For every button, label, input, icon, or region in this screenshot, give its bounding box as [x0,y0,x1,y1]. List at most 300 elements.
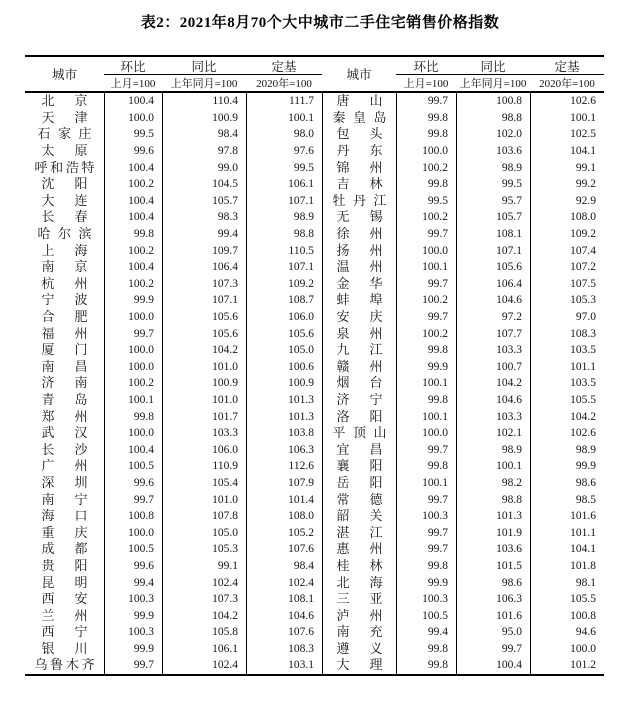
index-value-cell: 107.1 [162,292,246,309]
city-cell [322,657,396,674]
index-value-cell: 100.5 [396,607,456,624]
index-value-cell: 100.4 [104,93,162,110]
index-value-cell: 100.9 [162,375,246,392]
city-name: 青岛 [41,391,88,407]
city-cell [322,558,396,575]
index-value-cell: 102.6 [530,425,604,442]
index-value-cell: 99.7 [104,491,162,508]
index-value-cell: 108.3 [530,325,604,342]
index-value-cell: 99.9 [104,607,162,624]
city-name: 牡丹江 [332,192,387,208]
city-name: 昆明 [41,574,88,590]
city-name: 广州 [41,458,88,474]
city-cell [25,607,104,624]
city-cell [322,276,396,293]
index-value-cell: 99.5 [246,159,322,176]
index-value-cell: 106.1 [246,176,322,193]
index-value-cell: 99.4 [396,624,456,641]
city-name: 哈尔滨 [37,226,92,242]
city-name: 呼和浩特 [34,159,95,175]
index-value-cell: 101.4 [246,491,322,508]
city-cell [322,143,396,160]
index-value-cell: 107.8 [162,508,246,525]
city-name: 银川 [41,640,88,656]
index-value-cell: 105.7 [162,193,246,210]
city-cell [25,508,104,525]
index-value-cell: 101.0 [162,359,246,376]
index-value-cell: 105.7 [456,209,530,226]
city-name: 天津 [41,109,88,125]
index-value-cell: 109.2 [246,276,322,293]
city-name: 石家庄 [37,126,92,142]
index-value-cell: 103.1 [246,657,322,674]
index-value-cell: 100.2 [104,375,162,392]
index-value-cell: 100.7 [456,359,530,376]
header-mom-base-left: 上月=100 [104,75,162,93]
index-value-cell: 99.9 [396,574,456,591]
city-name: 济南 [41,375,88,391]
index-value-cell: 107.1 [246,259,322,276]
city-cell [322,375,396,392]
city-cell [25,375,104,392]
city-cell [25,176,104,193]
index-value-cell: 107.5 [530,276,604,293]
city-cell [25,292,104,309]
city-cell [25,309,104,326]
header-city-left: 城市 [25,57,104,93]
index-value-cell: 98.9 [456,159,530,176]
index-value-cell: 110.4 [162,93,246,110]
index-value-cell: 107.6 [246,624,322,641]
city-name: 重庆 [41,524,88,540]
city-name: 韶关 [336,508,383,524]
index-value-cell: 99.7 [396,309,456,326]
index-value-cell: 100.1 [396,259,456,276]
index-value-cell: 100.0 [104,425,162,442]
index-value-cell: 100.3 [396,508,456,525]
index-value-cell: 99.8 [396,657,456,674]
index-value-cell: 98.8 [246,226,322,243]
city-cell [25,342,104,359]
city-cell [25,524,104,541]
city-cell [322,607,396,624]
city-cell [25,624,104,641]
city-cell [322,491,396,508]
city-cell [25,209,104,226]
city-name: 长沙 [41,441,88,457]
index-value-cell: 99.9 [396,359,456,376]
city-name: 安庆 [336,309,383,325]
index-value-cell: 106.1 [162,641,246,658]
city-name: 包头 [336,126,383,142]
index-value-cell: 99.8 [396,110,456,127]
index-value-cell: 98.4 [162,126,246,143]
city-name: 丹东 [336,143,383,159]
index-value-cell: 99.5 [396,193,456,210]
index-value-cell: 104.1 [530,541,604,558]
city-cell [322,591,396,608]
index-value-cell: 99.7 [396,524,456,541]
index-value-cell: 94.6 [530,624,604,641]
index-value-cell: 99.7 [104,657,162,674]
city-name: 西宁 [41,624,88,640]
header-fixedbase-base-right: 2020年=100 [530,75,604,93]
city-name: 吉林 [336,176,383,192]
index-value-cell: 110.9 [162,458,246,475]
city-cell [322,176,396,193]
city-name: 海口 [41,508,88,524]
city-name: 九江 [336,342,383,358]
city-cell [322,441,396,458]
city-name: 武汉 [41,425,88,441]
city-cell [25,143,104,160]
index-value-cell: 98.3 [162,209,246,226]
city-cell [322,574,396,591]
index-value-cell: 100.1 [246,110,322,127]
index-value-cell: 101.3 [246,392,322,409]
index-value-cell: 99.6 [104,143,162,160]
index-value-cell: 105.6 [162,325,246,342]
city-name: 温州 [336,259,383,275]
index-value-cell: 105.6 [456,259,530,276]
city-cell [322,624,396,641]
city-cell [25,574,104,591]
index-value-cell: 100.2 [104,176,162,193]
index-value-cell: 100.0 [396,242,456,259]
index-value-cell: 99.6 [104,475,162,492]
city-name: 福州 [41,325,88,341]
index-value-cell: 98.8 [456,110,530,127]
index-value-cell: 100.4 [456,657,530,674]
city-name: 泉州 [336,325,383,341]
index-value-cell: 99.1 [530,159,604,176]
city-name: 桂林 [336,557,383,573]
index-value-cell: 105.5 [530,591,604,608]
index-value-cell: 100.8 [456,93,530,110]
index-value-cell: 105.0 [246,342,322,359]
city-name: 杭州 [41,275,88,291]
city-cell [322,325,396,342]
index-value-cell: 99.8 [396,392,456,409]
city-name: 兰州 [41,607,88,623]
index-value-cell: 106.0 [246,309,322,326]
index-value-cell: 102.4 [162,574,246,591]
index-value-cell: 99.9 [530,458,604,475]
city-cell [25,558,104,575]
index-value-cell: 100.6 [246,359,322,376]
index-value-cell: 99.2 [530,176,604,193]
city-name: 济宁 [336,391,383,407]
city-name: 遵义 [336,640,383,656]
index-value-cell: 108.1 [456,226,530,243]
city-name: 泸州 [336,607,383,623]
index-value-cell: 98.6 [456,574,530,591]
city-cell [322,408,396,425]
index-value-cell: 103.5 [530,342,604,359]
city-name: 惠州 [336,541,383,557]
index-value-cell: 99.8 [396,641,456,658]
index-value-cell: 100.3 [104,624,162,641]
index-value-cell: 109.7 [162,242,246,259]
index-value-cell: 100.0 [396,143,456,160]
price-index-table [25,55,604,676]
city-name: 合肥 [41,309,88,325]
index-value-cell: 99.8 [396,126,456,143]
city-name: 襄阳 [336,458,383,474]
index-value-cell: 103.5 [530,375,604,392]
index-value-cell: 99.8 [104,226,162,243]
index-value-cell: 100.4 [104,209,162,226]
city-name: 大理 [336,657,383,673]
index-value-cell: 98.4 [246,558,322,575]
index-value-cell: 92.9 [530,193,604,210]
index-value-cell: 107.2 [530,259,604,276]
index-value-cell: 107.9 [246,475,322,492]
index-value-cell: 100.1 [530,110,604,127]
city-cell [25,226,104,243]
index-value-cell: 99.6 [104,558,162,575]
index-value-cell: 101.1 [530,524,604,541]
index-value-cell: 103.3 [162,425,246,442]
city-name: 烟台 [336,375,383,391]
city-cell [25,276,104,293]
city-name: 宜昌 [336,441,383,457]
city-name: 上海 [41,242,88,258]
index-value-cell: 99.7 [396,276,456,293]
city-name: 厦门 [41,342,88,358]
city-name: 平顶山 [332,425,387,441]
index-value-cell: 99.7 [104,325,162,342]
city-name: 南充 [336,624,383,640]
city-cell [322,292,396,309]
index-value-cell: 98.8 [456,491,530,508]
index-value-cell: 98.9 [530,441,604,458]
index-value-cell: 104.1 [530,143,604,160]
index-value-cell: 106.4 [456,276,530,293]
index-value-cell: 99.9 [104,641,162,658]
index-value-cell: 101.6 [530,508,604,525]
index-value-cell: 99.0 [162,159,246,176]
city-name: 赣州 [336,358,383,374]
city-cell [25,491,104,508]
index-value-cell: 99.5 [104,126,162,143]
city-name: 乌鲁木齐 [34,657,95,673]
index-value-cell: 100.1 [104,392,162,409]
index-value-cell: 100.4 [104,159,162,176]
index-value-cell: 100.0 [530,641,604,658]
header-city-right: 城市 [322,57,396,93]
index-value-cell: 101.8 [530,558,604,575]
header-mom-right: 环比 [396,57,456,75]
index-value-cell: 105.6 [246,325,322,342]
index-value-cell: 98.5 [530,491,604,508]
index-value-cell: 100.1 [396,375,456,392]
index-value-cell: 100.0 [396,425,456,442]
city-name: 湛江 [336,524,383,540]
header-mom-base-right: 上月=100 [396,75,456,93]
city-cell [322,309,396,326]
city-cell [322,475,396,492]
city-name: 南宁 [41,491,88,507]
index-value-cell: 103.6 [456,143,530,160]
index-value-cell: 103.3 [456,408,530,425]
index-value-cell: 99.8 [396,342,456,359]
city-name: 常德 [336,491,383,507]
index-value-cell: 104.2 [162,342,246,359]
index-value-cell: 104.6 [246,607,322,624]
index-value-cell: 98.1 [530,574,604,591]
index-value-cell: 103.3 [456,342,530,359]
index-value-cell: 108.0 [246,508,322,525]
index-value-cell: 100.2 [396,209,456,226]
index-value-cell: 100.1 [456,458,530,475]
header-yoy-base-left: 上年同月=100 [162,75,246,93]
index-value-cell: 99.7 [396,441,456,458]
city-cell [322,524,396,541]
index-value-cell: 100.2 [396,325,456,342]
index-value-cell: 109.2 [530,226,604,243]
index-value-cell: 99.8 [396,458,456,475]
city-cell [25,159,104,176]
city-name: 贵阳 [41,557,88,573]
index-value-cell: 99.9 [104,292,162,309]
city-cell [25,657,104,674]
index-value-cell: 107.6 [246,541,322,558]
city-cell [322,126,396,143]
city-cell [322,342,396,359]
index-value-cell: 99.4 [104,574,162,591]
city-name: 太原 [41,143,88,159]
index-value-cell: 100.1 [396,475,456,492]
index-value-cell: 102.0 [456,126,530,143]
index-value-cell: 99.7 [396,93,456,110]
city-cell [25,259,104,276]
header-yoy-right: 同比 [456,57,530,75]
index-value-cell: 101.0 [162,491,246,508]
index-value-cell: 101.7 [162,408,246,425]
index-value-cell: 101.5 [456,558,530,575]
index-value-cell: 99.4 [162,226,246,243]
index-value-cell: 97.2 [456,309,530,326]
city-cell [322,110,396,127]
index-value-cell: 100.2 [396,159,456,176]
index-value-cell: 99.7 [396,541,456,558]
index-value-cell: 100.4 [104,259,162,276]
city-cell [322,359,396,376]
index-value-cell: 111.7 [246,93,322,110]
city-cell [322,425,396,442]
city-cell [25,325,104,342]
index-value-cell: 98.9 [456,441,530,458]
city-cell [25,458,104,475]
index-value-cell: 100.0 [104,342,162,359]
index-value-cell: 102.6 [530,93,604,110]
index-value-cell: 97.0 [530,309,604,326]
index-value-cell: 97.8 [162,143,246,160]
index-value-cell: 105.5 [530,392,604,409]
city-cell [322,541,396,558]
index-value-cell: 101.1 [530,359,604,376]
city-name: 深圳 [41,474,88,490]
index-value-cell: 95.0 [456,624,530,641]
city-cell [322,508,396,525]
city-cell [25,541,104,558]
index-value-cell: 104.2 [456,375,530,392]
city-name: 长春 [41,209,88,225]
index-value-cell: 106.4 [162,259,246,276]
city-cell [25,441,104,458]
city-name: 沈阳 [41,176,88,192]
index-value-cell: 103.8 [246,425,322,442]
index-value-cell: 107.7 [456,325,530,342]
index-value-cell: 98.6 [530,475,604,492]
index-value-cell: 99.8 [396,176,456,193]
city-cell [25,193,104,210]
city-cell [25,93,104,110]
city-cell [25,359,104,376]
index-value-cell: 98.9 [246,209,322,226]
index-value-cell: 105.4 [162,475,246,492]
index-value-cell: 104.2 [530,408,604,425]
index-value-cell: 112.6 [246,458,322,475]
city-name: 南昌 [41,358,88,374]
city-name: 西安 [41,591,88,607]
index-value-cell: 105.6 [162,309,246,326]
index-value-cell: 100.9 [246,375,322,392]
index-value-cell: 105.8 [162,624,246,641]
index-value-cell: 107.1 [246,193,322,210]
header-yoy-left: 同比 [162,57,246,75]
city-cell [322,242,396,259]
city-cell [322,193,396,210]
index-value-cell: 104.5 [162,176,246,193]
index-value-cell: 101.2 [530,657,604,674]
index-value-cell: 99.7 [396,226,456,243]
index-value-cell: 106.0 [162,441,246,458]
index-value-cell: 104.2 [162,607,246,624]
index-value-cell: 105.3 [530,292,604,309]
city-cell [25,425,104,442]
city-cell [322,209,396,226]
index-value-cell: 97.6 [246,143,322,160]
city-cell [25,126,104,143]
index-value-cell: 105.3 [162,541,246,558]
index-value-cell: 95.7 [456,193,530,210]
index-value-cell: 107.4 [530,242,604,259]
index-value-cell: 100.8 [530,607,604,624]
index-value-cell: 100.5 [104,541,162,558]
city-name: 蚌埠 [336,292,383,308]
city-name: 北京 [41,93,88,109]
index-value-cell: 103.6 [456,541,530,558]
index-value-cell: 100.0 [104,110,162,127]
city-cell [322,259,396,276]
index-value-cell: 107.1 [456,242,530,259]
index-value-cell: 100.5 [104,458,162,475]
city-name: 徐州 [336,226,383,242]
index-value-cell: 98.2 [456,475,530,492]
city-cell [322,458,396,475]
index-value-cell: 101.6 [456,607,530,624]
index-value-cell: 100.1 [396,408,456,425]
index-value-cell: 108.7 [246,292,322,309]
city-cell [322,93,396,110]
city-name: 北海 [336,574,383,590]
index-value-cell: 105.0 [162,524,246,541]
index-value-cell: 99.8 [104,408,162,425]
city-cell [25,110,104,127]
index-value-cell: 102.4 [162,657,246,674]
